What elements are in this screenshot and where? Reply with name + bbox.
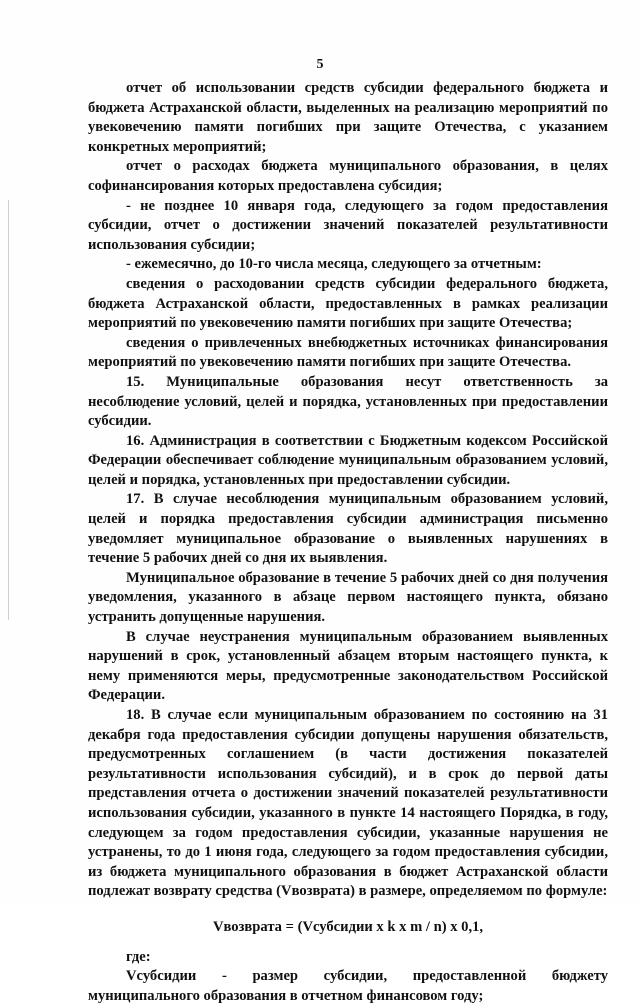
paragraph: - ежемесячно, до 10-го числа месяца, следующего за отчетным: xyxy=(126,256,542,273)
paragraph-clause-18: 18. В случае если муниципальным образованием по состоянию на 31 декабря года предоставления субсидии допущены нарушения обязательств, предусмотренных соглашением (в части достижения показателей результативности использования субсидий), и в срок до первой даты представления отчета о достижении значений показателей результативности использования субсидии, указанного в пункте 14 настоящего Порядка, в году, следующем за годом предоставления субсидии, указанные нарушения не устранены, то до 1 июня года, следующего за годом предоставления субсидии, из бюджета муниципального образования в бюджет Астраханской области подлежат возврату средства (Vвозврата) в размере, определяемом по формуле: xyxy=(88,707,608,900)
paragraph-clause-16: 16. Администрация в соответствии с Бюджетным кодексом Российской Федерации обеспечивает соблюдение муниципальным образованием условий, целей и порядка, установленных при предоставлении субсидии. xyxy=(88,432,608,488)
paragraph: отчет о расходах бюджета муниципального образования, в целях софинансирования которых предоставлена субсидия; xyxy=(88,158,608,194)
paragraph-clause-17: 17. В случае несоблюдения муниципальным образованием условий, целей и порядка предоставления субсидии администрация письменно уведомляет муниципальное образование о выявленных нарушениях в течение 5 рабочих дней со дня их выявления. xyxy=(88,491,608,567)
paragraph: сведения о привлеченных внебюджетных источниках финансирования мероприятий по увековечению памяти погибших при защите Отечества. xyxy=(88,334,608,371)
document-body xyxy=(88,79,608,1006)
page-number: 5 xyxy=(316,57,324,72)
paragraph: В случае неустранения муниципальным образованием выявленных нарушений в срок, установленный абзацем вторым настоящего пункта, к нему применяются меры, предусмотренные законодательством Российской Федерации. xyxy=(88,628,608,704)
formula: Vвозврата = (Vсубсидии x k x m / n) x 0,1, xyxy=(212,918,484,935)
paragraph: сведения о расходовании средств субсидии федерального бюджета, бюджета Астраханской области, предоставленных в рамках реализации мероприятий по увековечению памяти погибших при защите Отечества; xyxy=(88,275,608,332)
paragraph: отчет об использовании средств субсидии федерального бюджета и бюджета Астраханской области, выделенных на реализацию мероприятий по увековечению памяти погибших при защите Отечества, с указанием конкретных мероприятий; xyxy=(88,80,608,155)
paragraph: - не позднее 10 января года, следующего за годом предоставления субсидии, отчет о достижении значений показателей результативности использования субсидии; xyxy=(88,197,608,253)
paragraph-clause-15: 15. Муниципальные образования несут ответственность за несоблюдение условий, целей и порядка, установленных при предоставлении субсидии. xyxy=(88,373,608,430)
where-label: где: xyxy=(126,948,151,965)
scan-margin-line xyxy=(8,200,9,620)
paragraph: Муниципальное образование в течение 5 рабочих дней со дня получения уведомления, указанного в абзаце первом настоящего пункта, обязано устранить допущенные нарушения. xyxy=(88,569,608,626)
definition: Vсубсидии - размер субсидии, предоставленной бюджету муниципального образования в отчетном финансовом году; xyxy=(88,968,608,1004)
